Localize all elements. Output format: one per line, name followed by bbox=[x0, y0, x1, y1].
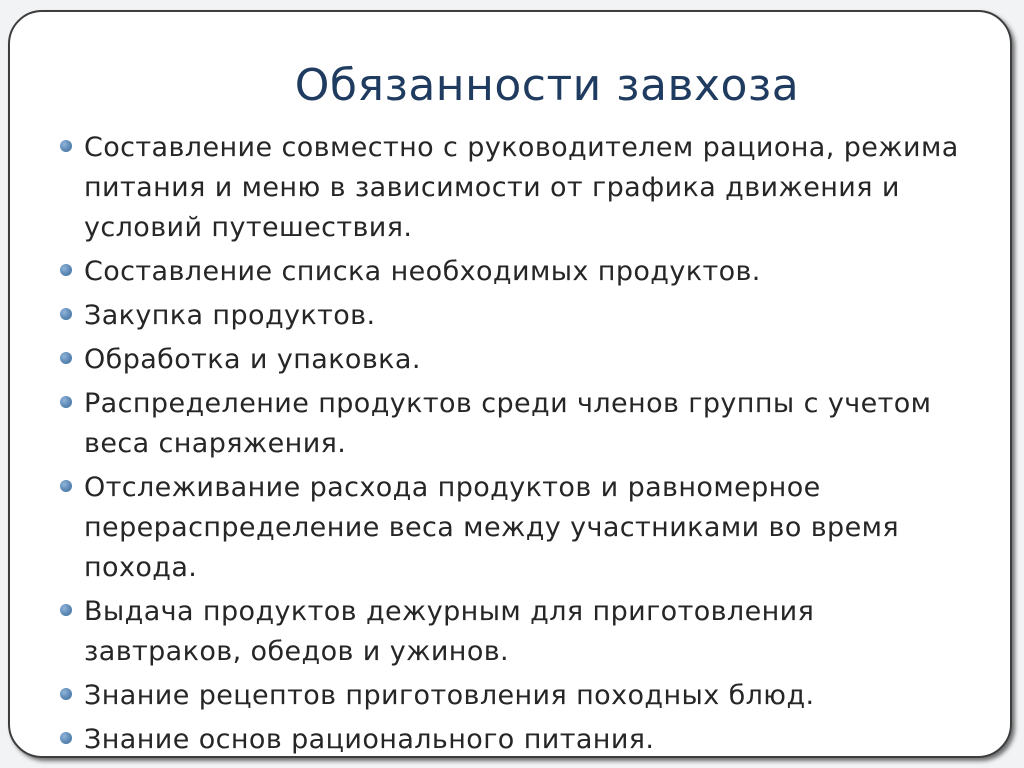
bullet-dot-icon bbox=[60, 604, 72, 616]
list-item-text: Распределение продуктов среди членов группы с учетом веса снаряжения. bbox=[84, 388, 932, 459]
slide-title: Обязанности завхоза bbox=[294, 60, 800, 111]
bullet-dot-icon bbox=[60, 688, 72, 700]
list-item bbox=[58, 592, 978, 672]
list-item bbox=[58, 720, 978, 760]
list-item bbox=[58, 296, 978, 336]
list-item bbox=[58, 252, 978, 292]
list-item bbox=[58, 128, 978, 248]
bullet-dot-icon bbox=[60, 396, 72, 408]
bullet-dot-icon bbox=[60, 352, 72, 364]
list-item bbox=[58, 676, 978, 716]
list-item bbox=[58, 340, 978, 380]
list-item-text: Знание рецептов приготовления походных блюд. bbox=[84, 680, 815, 711]
list-item-text: Знание основ рационального питания. bbox=[84, 724, 655, 755]
list-item-text: Обработка и упаковка. bbox=[84, 344, 421, 375]
bullet-dot-icon bbox=[60, 264, 72, 276]
list-item-text: Составление списка необходимых продуктов. bbox=[84, 256, 761, 287]
list-item-text: Закупка продуктов. bbox=[84, 300, 376, 331]
list-item bbox=[58, 384, 978, 464]
bullet-list bbox=[58, 128, 978, 764]
bullet-dot-icon bbox=[60, 732, 72, 744]
bullet-dot-icon bbox=[60, 140, 72, 152]
bullet-dot-icon bbox=[60, 308, 72, 320]
list-item-text: Выдача продуктов дежурным для приготовления завтраков, обедов и ужинов. bbox=[84, 596, 815, 667]
list-item bbox=[58, 468, 978, 588]
slide-frame bbox=[8, 10, 1012, 758]
list-item-text: Составление совместно с руководителем рациона, режима питания и меню в зависимости от графика движения и условий путешествия. bbox=[84, 132, 959, 243]
list-item-text: Отслеживание расхода продуктов и равномерное перераспределение веса между участниками во время похода. bbox=[84, 472, 900, 583]
bullet-dot-icon bbox=[60, 480, 72, 492]
